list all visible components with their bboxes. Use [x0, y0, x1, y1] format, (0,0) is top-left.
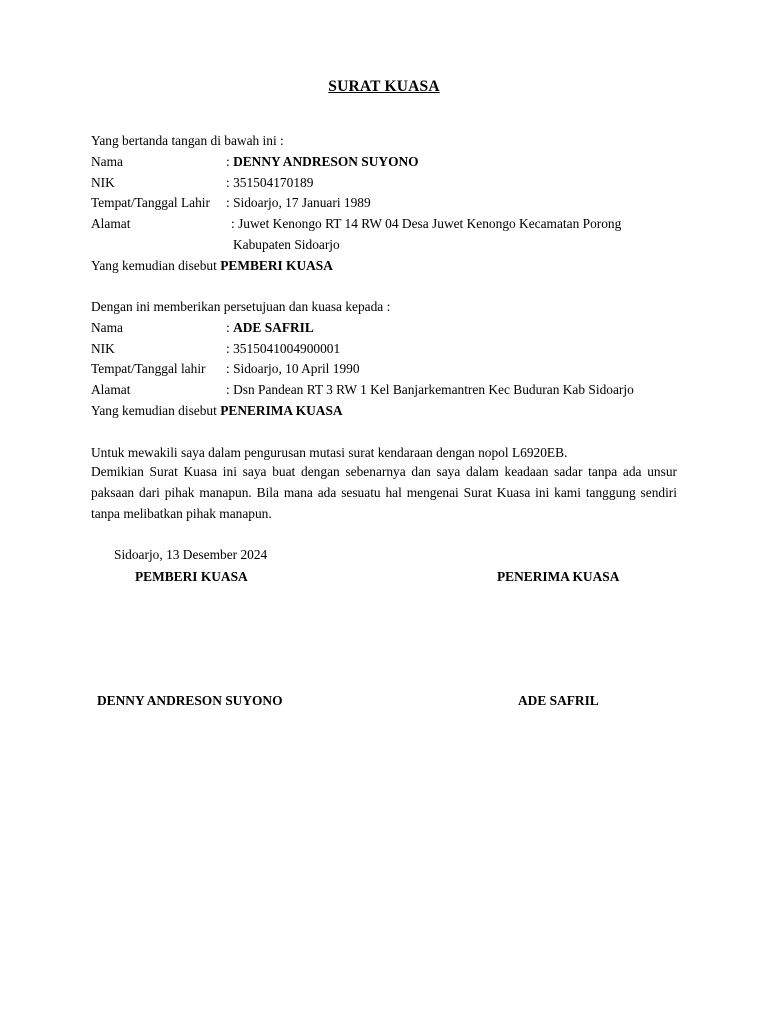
grantor-address-line2: Kabupaten Sidoarjo: [233, 237, 340, 252]
grantor-name-separator: :: [226, 154, 234, 169]
grantee-name-separator: :: [226, 320, 234, 335]
grantor-nik-label: NIK: [91, 175, 115, 190]
grantee-ttl-label: Tempat/Tanggal lahir: [91, 361, 206, 376]
grantee-designation-prefix: Yang kemudian disebut: [91, 403, 221, 418]
grantee-name-row: [226, 319, 314, 336]
grantee-address-label: Alamat: [91, 382, 131, 397]
grantor-designation-row: [91, 257, 333, 274]
signature-title-grantee: PENERIMA KUASA: [497, 569, 620, 584]
grantor-address-label: Alamat: [91, 216, 131, 231]
grantor-name-row: [226, 153, 419, 170]
consent-intro-text: Dengan ini memberikan persetujuan dan kuasa kepada :: [91, 299, 391, 314]
signature-name-grantee: ADE SAFRIL: [518, 693, 599, 708]
grantor-designation: PEMBERI KUASA: [220, 258, 333, 273]
grantee-name-label: Nama: [91, 320, 123, 335]
purpose-text: Untuk mewakili saya dalam pengurusan mutasi surat kendaraan dengan nopol L6920EB.: [91, 445, 568, 460]
grantor-ttl-value: : Sidoarjo, 17 Januari 1989: [226, 195, 371, 210]
intro-text: Yang bertanda tangan di bawah ini :: [91, 133, 284, 148]
grantee-designation: PENERIMA KUASA: [220, 403, 343, 418]
document-title: SURAT KUASA: [328, 78, 440, 95]
grantee-address-value: : Dsn Pandean RT 3 RW 1 Kel Banjarkemantren Kec Buduran Kab Sidoarjo: [226, 382, 634, 397]
grantee-nik-value: : 3515041004900001: [226, 341, 341, 356]
grantor-designation-prefix: Yang kemudian disebut: [91, 258, 221, 273]
signature-name-grantor: DENNY ANDRESON SUYONO: [97, 693, 283, 708]
grantor-nik-value: : 351504170189: [226, 175, 314, 190]
grantor-name-label: Nama: [91, 154, 123, 169]
grantor-name-value: DENNY ANDRESON SUYONO: [233, 154, 419, 169]
grantor-address-line1: : Juwet Kenongo RT 14 RW 04 Desa Juwet Kenongo Kecamatan Porong: [231, 216, 622, 231]
grantor-ttl-label: Tempat/Tanggal Lahir: [91, 195, 210, 210]
grantee-designation-row: [91, 402, 343, 419]
signature-title-grantor: PEMBERI KUASA: [135, 569, 248, 584]
closing-paragraph: Demikian Surat Kuasa ini saya buat dengan sebenarnya dan saya dalam keadaan sadar tanpa ada unsur paksaan dari pihak manapun. Bila mana ada sesuatu hal mengenai Surat Kuasa ini kami tanggung sendiri tanpa melibatkan pihak manapun.: [91, 464, 677, 521]
place-date: Sidoarjo, 13 Desember 2024: [114, 547, 268, 562]
grantee-ttl-value: : Sidoarjo, 10 April 1990: [226, 361, 360, 376]
grantee-nik-label: NIK: [91, 341, 115, 356]
grantee-name-value: ADE SAFRIL: [233, 320, 314, 335]
